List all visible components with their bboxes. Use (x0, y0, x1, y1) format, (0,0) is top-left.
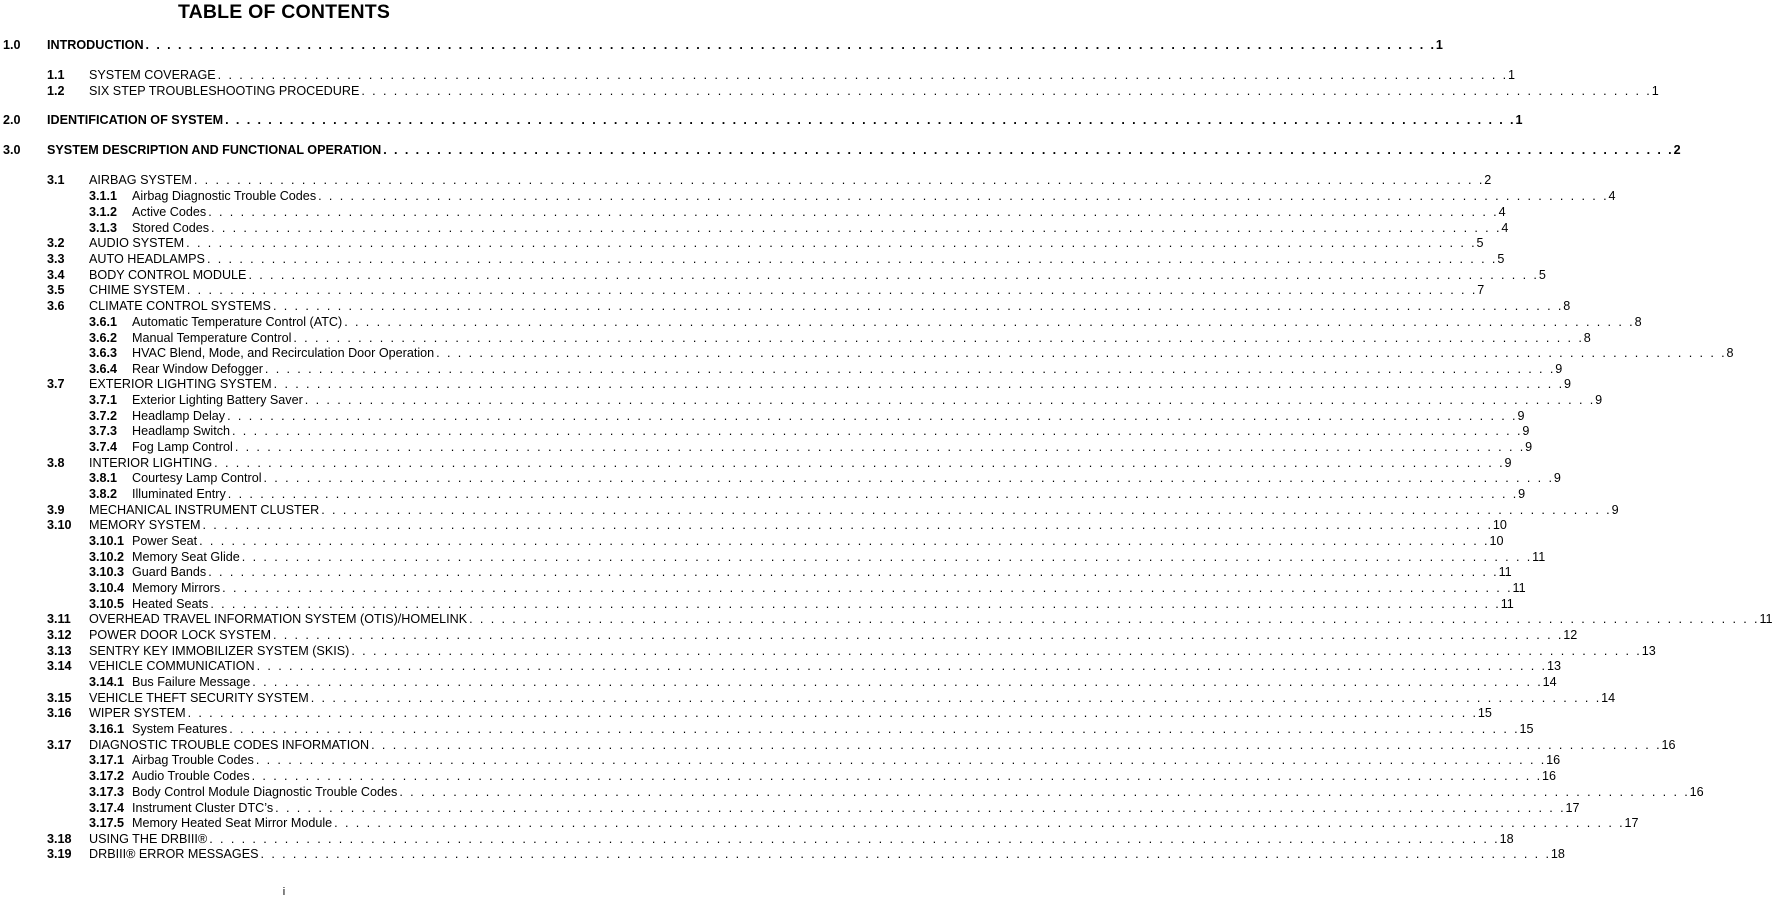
toc-entry-page: 9 (1555, 362, 1563, 376)
toc-entry-title: Automatic Temperature Control (ATC) (132, 315, 343, 329)
toc-entry-title: AIRBAG SYSTEM (89, 173, 192, 187)
toc-entry-number: 1.0 (3, 38, 21, 52)
toc-entry (89, 314, 1642, 330)
toc-entry (47, 705, 1492, 721)
toc-leader-dots: . . . . . . . . . . . . . . . . . . . . . . . . . . . . . . . . . . . . . . . . . . . . . . . . . . . . . . . . . . . . . . . . . . . . . . . . . . . . . . . . . . . . . . . . . . . . . . . . . . . . . . . . . . . . . . . . . . . . . . . . (187, 706, 1478, 720)
toc-entry (3, 142, 1681, 158)
toc-entry-title: Airbag Trouble Codes (132, 753, 254, 767)
toc-entry-page: 1 (1508, 68, 1516, 82)
toc-entry (89, 768, 1556, 784)
toc-entry-number: 3.7.4 (89, 440, 118, 454)
toc-leader-dots: . . . . . . . . . . . . . . . . . . . . . . . . . . . . . . . . . . . . . . . . . . . . . . . . . . . . . . . . . . . . . . . . . . . . . . . . . . . . . . . . . . . . . . . . . . . . . . . . . . . . . . . . . . . . . . . . . . . . . . . . (344, 315, 1635, 329)
toc-entry-number: 3.10.5 (89, 597, 125, 611)
toc-entry-page: 7 (1477, 283, 1485, 297)
toc-entry (3, 37, 1443, 53)
toc-entry (47, 282, 1485, 298)
toc-entry-page: 4 (1498, 205, 1506, 219)
toc-entry-title: Headlamp Switch (132, 424, 230, 438)
toc-leader-dots: . . . . . . . . . . . . . . . . . . . . . . . . . . . . . . . . . . . . . . . . . . . . . . . . . . . . . . . . . . . . . . . . . . . . . . . . . . . . . . . . . . . . . . . . . . . . . . . . . . . . . . . . . . . . . . . . . . . . . . . . (255, 753, 1547, 767)
toc-entry-title: CLIMATE CONTROL SYSTEMS (89, 299, 271, 313)
toc-entry-page: 14 (1601, 691, 1616, 705)
toc-entry-page: 13 (1546, 659, 1561, 673)
toc-entry-number: 3.6.2 (89, 331, 118, 345)
toc-entry-page: 4 (1501, 221, 1509, 235)
toc-leader-dots: . . . . . . . . . . . . . . . . . . . . . . . . . . . . . . . . . . . . . . . . . . . . . . . . . . . . . . . . . . . . . . . . . . . . . . . . . . . . . . . . . . . . . . . . . . . . . . . . . . . . . . . . . . . . . . . . . . . . . . . . (222, 581, 1513, 595)
toc-entry (89, 204, 1506, 220)
toc-entry (47, 737, 1676, 753)
toc-entry-title: USING THE DRBIII® (89, 832, 208, 846)
toc-entry-title: Rear Window Defogger (132, 362, 263, 376)
toc-entry-page: 9 (1504, 456, 1512, 470)
toc-entry-page: 9 (1553, 471, 1561, 485)
toc-entry (47, 67, 1516, 83)
toc-entry (47, 502, 1619, 518)
toc-entry-page: 9 (1518, 487, 1526, 501)
toc-entry-page: 9 (1595, 393, 1603, 407)
toc-entry-page: 11 (1532, 550, 1546, 564)
toc-entry-page: 8 (1726, 346, 1734, 360)
toc-entry-title: Body Control Module Diagnostic Trouble Codes (132, 785, 398, 799)
toc-entry-title: SYSTEM DESCRIPTION AND FUNCTIONAL OPERATION (47, 143, 382, 157)
toc-leader-dots: . . . . . . . . . . . . . . . . . . . . . . . . . . . . . . . . . . . . . . . . . . . . . . . . . . . . . . . . . . . . . . . . . . . . . . . . . . . . . . . . . . . . . . . . . . . . . . . . . . . . . . . . . . . . . . . . . . . . . . . . (232, 424, 1523, 438)
toc-entry-title: Guard Bands (132, 565, 207, 579)
toc-entry (47, 267, 1546, 283)
toc-entry-title: Stored Codes (132, 221, 210, 235)
toc-entry-number: 3.10.1 (89, 534, 125, 548)
toc-entry (47, 690, 1616, 706)
toc-entry-number: 3.7.3 (89, 424, 118, 438)
toc-entry-title: MEMORY SYSTEM (89, 518, 201, 532)
toc-leader-dots: . . . . . . . . . . . . . . . . . . . . . . . . . . . . . . . . . . . . . . . . . . . . . . . . . . . . . . . . . . . . . . . . . . . . . . . . . . . . . . . . . . . . . . . . . . . . . . . . . . . . . . . . . . . . . . . . . . . . . . . . (209, 832, 1500, 846)
toc-entry-number: 3.11 (47, 612, 71, 626)
toc-entry-number: 3.15 (47, 691, 72, 705)
toc-entry-page: 13 (1641, 644, 1656, 658)
toc-entry-title: SYSTEM COVERAGE (89, 68, 216, 82)
toc-leader-dots: . . . . . . . . . . . . . . . . . . . . . . . . . . . . . . . . . . . . . . . . . . . . . . . . . . . . . . . . . . . . . . . . . . . . . . . . . . . . . . . . . . . . . . . . . . . . . . . . . . . . . . . . . . . . . . . . . . . . . . . . (229, 722, 1520, 736)
toc-entry-page: 11 (1500, 597, 1514, 611)
toc-entry (47, 627, 1578, 643)
toc-entry (47, 455, 1512, 471)
toc-entry (47, 251, 1505, 267)
toc-entry-number: 1.2 (47, 84, 65, 98)
toc-entry-page: 18 (1550, 847, 1565, 861)
toc-entry-number: 3.10 (47, 518, 72, 532)
toc-entry-number: 3.6.1 (89, 315, 118, 329)
toc-entry-title: Courtesy Lamp Control (132, 471, 262, 485)
toc-leader-dots: . . . . . . . . . . . . . . . . . . . . . . . . . . . . . . . . . . . . . . . . . . . . . . . . . . . . . . . . . . . . . . . . . . . . . . . . . . . . . . . . . . . . . . . . . . . . . . . . . . . . . . . . . . . . . . . . . . . . . . . . (260, 847, 1551, 861)
toc-entry (89, 361, 1563, 377)
toc-entry-title: HVAC Blend, Mode, and Recirculation Door Operation (132, 346, 435, 360)
toc-entry-page: 18 (1499, 832, 1514, 846)
toc-leader-dots: . . . . . . . . . . . . . . . . . . . . . . . . . . . . . . . . . . . . . . . . . . . . . . . . . . . . . . . . . . . . . . . . . . . . . . . . . . . . . . . . . . . . . . . . . . . . . . . . . . . . . . . . . . . . . . . . . . . . . . . . (208, 205, 1499, 219)
toc-entry-page: 17 (1565, 801, 1580, 815)
toc-entry (47, 517, 1507, 533)
toc-entry-number: 3.4 (47, 268, 65, 282)
toc-entry-title: INTRODUCTION (47, 38, 144, 52)
toc-entry-page: 4 (1608, 189, 1616, 203)
toc-entry-number: 3.8 (47, 456, 65, 470)
toc-entry-page: 16 (1546, 753, 1561, 767)
toc-leader-dots: . . . . . . . . . . . . . . . . . . . . . . . . . . . . . . . . . . . . . . . . . . . . . . . . . . . . . . . . . . . . . . . . . . . . . . . . . . . . . . . . . . . . . . . . . . . . . . . . . . . . . . . . . . . . . . . . . . . . . . . . (272, 628, 1564, 642)
toc-leader-dots: . . . . . . . . . . . . . . . . . . . . . . . . . . . . . . . . . . . . . . . . . . . . . . . . . . . . . . . . . . . . . . . . . . . . . . . . . . . . . . . . . . . . . . . . . . . . . . . . . . . . . . . . . . . . . . . . . . . . . . . . (334, 816, 1625, 830)
toc-entry-page: 11 (1498, 565, 1512, 579)
toc-entry-number: 3.13 (47, 644, 72, 658)
toc-entry (89, 564, 1512, 580)
toc-entry-number: 3.12 (47, 628, 72, 642)
toc-entry (89, 580, 1526, 596)
toc-leader-dots: . . . . . . . . . . . . . . . . . . . . . . . . . . . . . . . . . . . . . . . . . . . . . . . . . . . . . . . . . . . . . . . . . . . . . . . . . . . . . . . . . . . . . . . . . . . . . . . . . . . . . . . . . . . . . . . . . . . . . . . . (273, 377, 1564, 391)
toc-entry-number: 3.16.1 (89, 722, 125, 736)
toc-entry-title: Airbag Diagnostic Trouble Codes (132, 189, 317, 203)
toc-entry (3, 112, 1523, 128)
toc-leader-dots: . . . . . . . . . . . . . . . . . . . . . . . . . . . . . . . . . . . . . . . . . . . . . . . . . . . . . . . . . . . . . . . . . . . . . . . . . . . . . . . . . . . . . . . . . . . . . . . . . . . . . . . . . . . . . . . . . . . . . . . . (252, 675, 1543, 689)
toc-entry-number: 3.6.4 (89, 362, 118, 376)
toc-entry-title: DRBIII® ERROR MESSAGES (89, 847, 259, 861)
toc-leader-dots: . . . . . . . . . . . . . . . . . . . . . . . . . . . . . . . . . . . . . . . . . . . . . . . . . . . . . . . . . . . . . . . . . . . . . . . . . . . . . . . . . . . . . . . . . . . . . . . . . . . . . . . . . . . . . . . . . . . . . . . . (211, 221, 1502, 235)
toc-entry-page: 17 (1624, 816, 1639, 830)
toc-entry-page: 1 (1435, 38, 1443, 52)
toc-entry-number: 3.0 (3, 143, 21, 157)
toc-entry-page: 8 (1563, 299, 1571, 313)
toc-entry-page: 15 (1519, 722, 1534, 736)
toc-entry (89, 486, 1526, 502)
toc-entry-title: System Features (132, 722, 228, 736)
toc-entry-number: 3.17 (47, 738, 72, 752)
toc-entry-number: 3.10.3 (89, 565, 125, 579)
toc-entry-number: 3.17.2 (89, 769, 125, 783)
toc-entry (47, 83, 1659, 99)
toc-entry-title: Manual Temperature Control (132, 331, 292, 345)
toc-entry-page: 2 (1673, 143, 1681, 157)
toc-entry-number: 3.3 (47, 252, 65, 266)
toc-leader-dots: . . . . . . . . . . . . . . . . . . . . . . . . . . . . . . . . . . . . . . . . . . . . . . . . . . . . . . . . . . . . . . . . . . . . . . . . . . . . . . . . . . . . . . . . . . . . . . . . . . . . . . . . . . . . . . . . . . . . . . . . (310, 691, 1602, 705)
toc-leader-dots: . . . . . . . . . . . . . . . . . . . . . . . . . . . . . . . . . . . . . . . . . . . . . . . . . . . . . . . . . . . . . . . . . . . . . . . . . . . . . . . . . . . . . . . . . . . . . . . . . . . . . . . . . . . . . . . . . . . . . . . . (275, 801, 1566, 815)
toc-entry (89, 549, 1546, 565)
toc-entry (47, 611, 1773, 627)
toc-entry-page: 16 (1541, 769, 1556, 783)
toc-entry-title: Audio Trouble Codes (132, 769, 250, 783)
toc-leader-dots: . . . . . . . . . . . . . . . . . . . . . . . . . . . . . . . . . . . . . . . . . . . . . . . . . . . . . . . . . . . . . . . . . . . . . . . . . . . . . . . . . . . . . . . . . . . . . . . . . . . . . . . . . . . . . . . . . . . . . . . . (210, 597, 1501, 611)
toc-entry (47, 831, 1514, 847)
toc-entry-number: 3.14.1 (89, 675, 125, 689)
toc-entry-page: 5 (1538, 268, 1546, 282)
toc-entry (47, 298, 1571, 314)
toc-leader-dots: . . . . . . . . . . . . . . . . . . . . . . . . . . . . . . . . . . . . . . . . . . . . . . . . . . . . . . . . . . . . . . . . . . . . . . . . . . . . . . . . . . . . . . . . . . . . . . . . . . . . . . . . . . . . . . . . . . . . . . . . (227, 409, 1518, 423)
toc-leader-dots: . . . . . . . . . . . . . . . . . . . . . . . . . . . . . . . . . . . . . . . . . . . . . . . . . . . . . . . . . . . . . . . . . . . . . . . . . . . . . . . . . . . . . . . . . . . . . . . . . . . . . . . . . . . . . . . . . . . . . . . . (272, 299, 1564, 313)
toc-entry-page: 9 (1517, 409, 1525, 423)
toc-entry-title: CHIME SYSTEM (89, 283, 185, 297)
toc-entry-number: 3.1.2 (89, 205, 118, 219)
toc-entry-title: Memory Heated Seat Mirror Module (132, 816, 333, 830)
toc-leader-dots: . . . . . . . . . . . . . . . . . . . . . . . . . . . . . . . . . . . . . . . . . . . . . . . . . . . . . . . . . . . . . . . . . . . . . . . . . . . . . . . . . . . . . . . . . . . . . . . . . . . . . . . . . . . . . . . . . . . . . . . . (293, 331, 1584, 345)
toc-entry-number: 3.10.4 (89, 581, 125, 595)
toc-entry-title: BODY CONTROL MODULE (89, 268, 247, 282)
toc-leader-dots: . . . . . . . . . . . . . . . . . . . . . . . . . . . . . . . . . . . . . . . . . . . . . . . . . . . . . . . . . . . . . . . . . . . . . . . . . . . . . . . . . . . . . . . . . . . . . . . . . . . . . . . . . . . . . . . . . . . . . . . . (227, 487, 1519, 501)
toc-entry (89, 533, 1504, 549)
toc-entry-number: 3.2 (47, 236, 65, 250)
toc-entry (47, 846, 1565, 862)
toc-entry-page: 16 (1689, 785, 1704, 799)
toc-entry-number: 3.9 (47, 503, 65, 517)
page-title: TABLE OF CONTENTS (177, 1, 391, 23)
toc-leader-dots: . . . . . . . . . . . . . . . . . . . . . . . . . . . . . . . . . . . . . . . . . . . . . . . . . . . . . . . . . . . . . . . . . . . . . . . . . . . . . . . . . . . . . . . . . . . . . . . . . . . . . . . . . . . . . . . . . . . . . . . . (208, 565, 1499, 579)
toc-entry-page: 9 (1525, 440, 1533, 454)
toc-entry-title: Exterior Lighting Battery Saver (132, 393, 303, 407)
toc-leader-dots: . . . . . . . . . . . . . . . . . . . . . . . . . . . . . . . . . . . . . . . . . . . . . . . . . . . . . . . . . . . . . . . . . . . . . . . . . . . . . . . . . . . . . . . . . . . . . . . . . . . . . . . . . . . . . . . . . . . . . . . . (241, 550, 1533, 564)
toc-entry-number: 3.6 (47, 299, 65, 313)
toc-leader-dots: . . . . . . . . . . . . . . . . . . . . . . . . . . . . . . . . . . . . . . . . . . . . . . . . . . . . . . . . . . . . . . . . . . . . . . . . . . . . . . . . . . . . . . . . . . . . . . . . . . . . . . . . . . . . . . . . . . . . . . . . (145, 38, 1436, 52)
toc-entry-title: Heated Seats (132, 597, 209, 611)
toc-leader-dots: . . . . . . . . . . . . . . . . . . . . . . . . . . . . . . . . . . . . . . . . . . . . . . . . . . . . . . . . . . . . . . . . . . . . . . . . . . . . . . . . . . . . . . . . . . . . . . . . . . . . . . . . . . . . . . . . . . . . . . . . (186, 283, 1478, 297)
toc-entry-title: OVERHEAD TRAVEL INFORMATION SYSTEM (OTIS)/HOMELINK (89, 612, 468, 626)
toc-entry (47, 658, 1561, 674)
toc-entry-page: 5 (1497, 252, 1505, 266)
toc-entry-page: 11 (1759, 612, 1773, 626)
toc-entry (89, 188, 1616, 204)
toc-entry-page: 8 (1634, 315, 1642, 329)
toc-entry (89, 721, 1534, 737)
toc-entry (89, 439, 1533, 455)
toc-entry-number: 3.1.1 (89, 189, 118, 203)
toc-leader-dots: . . . . . . . . . . . . . . . . . . . . . . . . . . . . . . . . . . . . . . . . . . . . . . . . . . . . . . . . . . . . . . . . . . . . . . . . . . . . . . . . . . . . . . . . . . . . . . . . . . . . . . . . . . . . . . . . . . . . . . . . (383, 143, 1674, 157)
toc-entry-page: 11 (1512, 581, 1526, 595)
toc-entry (47, 376, 1572, 392)
toc-leader-dots: . . . . . . . . . . . . . . . . . . . . . . . . . . . . . . . . . . . . . . . . . . . . . . . . . . . . . . . . . . . . . . . . . . . . . . . . . . . . . . . . . . . . . . . . . . . . . . . . . . . . . . . . . . . . . . . . . . . . . . . . (248, 268, 1539, 282)
toc-leader-dots: . . . . . . . . . . . . . . . . . . . . . . . . . . . . . . . . . . . . . . . . . . . . . . . . . . . . . . . . . . . . . . . . . . . . . . . . . . . . . . . . . . . . . . . . . . . . . . . . . . . . . . . . . . . . . . . . . . . . . . . . (199, 534, 1490, 548)
toc-entry (89, 330, 1591, 346)
toc-leader-dots: . . . . . . . . . . . . . . . . . . . . . . . . . . . . . . . . . . . . . . . . . . . . . . . . . . . . . . . . . . . . . . . . . . . . . . . . . . . . . . . . . . . . . . . . . . . . . . . . . . . . . . . . . . . . . . . . . . . . . . . . (206, 252, 1498, 266)
toc-entry-number: 3.17.5 (89, 816, 125, 830)
toc-entry-title: VEHICLE COMMUNICATION (89, 659, 255, 673)
toc-entry (89, 408, 1525, 424)
toc-entry-page: 9 (1522, 424, 1530, 438)
toc-entry-page: 12 (1563, 628, 1578, 642)
toc-entry-title: VEHICLE THEFT SECURITY SYSTEM (89, 691, 309, 705)
toc-entry-title: Memory Mirrors (132, 581, 221, 595)
toc-entry-number: 3.10.2 (89, 550, 125, 564)
toc-leader-dots: . . . . . . . . . . . . . . . . . . . . . . . . . . . . . . . . . . . . . . . . . . . . . . . . . . . . . . . . . . . . . . . . . . . . . . . . . . . . . . . . . . . . . . . . . . . . . . . . . . . . . . . . . . . . . . . . . . . . . . . . (217, 68, 1509, 82)
toc-leader-dots: . . . . . . . . . . . . . . . . . . . . . . . . . . . . . . . . . . . . . . . . . . . . . . . . . . . . . . . . . . . . . . . . . . . . . . . . . . . . . . . . . . . . . . . . . . . . . . . . . . . . . . . . . . . . . . . . . . . . . . . . (304, 393, 1596, 407)
toc-entry-title: Bus Failure Message (132, 675, 251, 689)
toc-entry-title: WIPER SYSTEM (89, 706, 186, 720)
toc-leader-dots: . . . . . . . . . . . . . . . . . . . . . . . . . . . . . . . . . . . . . . . . . . . . . . . . . . . . . . . . . . . . . . . . . . . . . . . . . . . . . . . . . . . . . . . . . . . . . . . . . . . . . . . . . . . . . . . . . . . . . . . . (361, 84, 1652, 98)
toc-entry-title: IDENTIFICATION OF SYSTEM (47, 113, 224, 127)
toc-entry-number: 2.0 (3, 113, 21, 127)
toc-leader-dots: . . . . . . . . . . . . . . . . . . . . . . . . . . . . . . . . . . . . . . . . . . . . . . . . . . . . . . . . . . . . . . . . . . . . . . . . . . . . . . . . . . . . . . . . . . . . . . . . . . . . . . . . . . . . . . . . . . . . . . . . (256, 659, 1547, 673)
toc-entry (89, 674, 1557, 690)
toc-entry-page: 9 (1564, 377, 1572, 391)
toc-entry (89, 345, 1734, 361)
toc-leader-dots: . . . . . . . . . . . . . . . . . . . . . . . . . . . . . . . . . . . . . . . . . . . . . . . . . . . . . . . . . . . . . . . . . . . . . . . . . . . . . . . . . . . . . . . . . . . . . . . . . . . . . . . . . . . . . . . . . . . . . . . . (469, 612, 1760, 626)
toc-entry-number: 3.14 (47, 659, 72, 673)
toc-entry-number: 3.17.3 (89, 785, 125, 799)
toc-entry-title: Active Codes (132, 205, 207, 219)
toc-entry (89, 596, 1514, 612)
toc-entry-page: 15 (1477, 706, 1492, 720)
toc-entry-page: 10 (1489, 534, 1504, 548)
toc-entry-number: 3.18 (47, 832, 72, 846)
toc-leader-dots: . . . . . . . . . . . . . . . . . . . . . . . . . . . . . . . . . . . . . . . . . . . . . . . . . . . . . . . . . . . . . . . . . . . . . . . . . . . . . . . . . . . . . . . . . . . . . . . . . . . . . . . . . . . . . . . . . . . . . . . . (371, 738, 1662, 752)
toc-entry-page: 1 (1515, 113, 1523, 127)
toc-entry-number: 3.17.1 (89, 753, 125, 767)
toc-entry-number: 3.8.1 (89, 471, 118, 485)
toc-leader-dots: . . . . . . . . . . . . . . . . . . . . . . . . . . . . . . . . . . . . . . . . . . . . . . . . . . . . . . . . . . . . . . . . . . . . . . . . . . . . . . . . . . . . . . . . . . . . . . . . . . . . . . . . . . . . . . . . . . . . . . . . (251, 769, 1542, 783)
toc-entry-title: INTERIOR LIGHTING (89, 456, 213, 470)
toc-entry-title: AUTO HEADLAMPS (89, 252, 205, 266)
toc-entry-number: 3.16 (47, 706, 72, 720)
toc-entry-title: POWER DOOR LOCK SYSTEM (89, 628, 271, 642)
toc-entry-number: 3.19 (47, 847, 72, 861)
toc-entry-title: Headlamp Delay (132, 409, 226, 423)
toc-leader-dots: . . . . . . . . . . . . . . . . . . . . . . . . . . . . . . . . . . . . . . . . . . . . . . . . . . . . . . . . . . . . . . . . . . . . . . . . . . . . . . . . . . . . . . . . . . . . . . . . . . . . . . . . . . . . . . . . . . . . . . . . (263, 471, 1554, 485)
toc-entry-page: 10 (1492, 518, 1507, 532)
toc-entry-page: 14 (1542, 675, 1557, 689)
toc-leader-dots: . . . . . . . . . . . . . . . . . . . . . . . . . . . . . . . . . . . . . . . . . . . . . . . . . . . . . . . . . . . . . . . . . . . . . . . . . . . . . . . . . . . . . . . . . . . . . . . . . . . . . . . . . . . . . . . . . . . . . . . . (186, 236, 1477, 250)
toc-leader-dots: . . . . . . . . . . . . . . . . . . . . . . . . . . . . . . . . . . . . . . . . . . . . . . . . . . . . . . . . . . . . . . . . . . . . . . . . . . . . . . . . . . . . . . . . . . . . . . . . . . . . . . . . . . . . . . . . . . . . . . . . (193, 173, 1485, 187)
toc-entry-title: SENTRY KEY IMMOBILIZER SYSTEM (SKIS) (89, 644, 350, 658)
toc-entry-title: DIAGNOSTIC TROUBLE CODES INFORMATION (89, 738, 370, 752)
toc-entry (89, 470, 1561, 486)
toc-leader-dots: . . . . . . . . . . . . . . . . . . . . . . . . . . . . . . . . . . . . . . . . . . . . . . . . . . . . . . . . . . . . . . . . . . . . . . . . . . . . . . . . . . . . . . . . . . . . . . . . . . . . . . . . . . . . . . . . . . . . . . . . (318, 189, 1609, 203)
toc-entry (47, 235, 1484, 251)
toc-entry (89, 423, 1530, 439)
toc-entry-title: Illuminated Entry (132, 487, 226, 501)
toc-entry-number: 3.17.4 (89, 801, 125, 815)
toc-entry-number: 3.6.3 (89, 346, 118, 360)
page-number: i (282, 886, 286, 898)
toc-entry-number: 3.7 (47, 377, 65, 391)
toc-entry (47, 643, 1656, 659)
toc-leader-dots: . . . . . . . . . . . . . . . . . . . . . . . . . . . . . . . . . . . . . . . . . . . . . . . . . . . . . . . . . . . . . . . . . . . . . . . . . . . . . . . . . . . . . . . . . . . . . . . . . . . . . . . . . . . . . . . . . . . . . . . . (234, 440, 1526, 454)
toc-entry (89, 220, 1509, 236)
toc-entry-title: Instrument Cluster DTC’s (132, 801, 274, 815)
toc-entry-page: 5 (1476, 236, 1484, 250)
toc-entry-page: 16 (1661, 738, 1676, 752)
toc-entry-page: 9 (1611, 503, 1619, 517)
toc-entry-number: 3.7.2 (89, 409, 118, 423)
toc-leader-dots: . . . . . . . . . . . . . . . . . . . . . . . . . . . . . . . . . . . . . . . . . . . . . . . . . . . . . . . . . . . . . . . . . . . . . . . . . . . . . . . . . . . . . . . . . . . . . . . . . . . . . . . . . . . . . . . . . . . . . . . . (436, 346, 1727, 360)
toc-entry (89, 752, 1561, 768)
toc-entry-number: 1.1 (47, 68, 65, 82)
toc-entry-title: EXTERIOR LIGHTING SYSTEM (89, 377, 272, 391)
toc-entry-title: Power Seat (132, 534, 198, 548)
toc-entry-number: 3.1.3 (89, 221, 118, 235)
toc-entry (89, 392, 1603, 408)
toc-entry-number: 3.8.2 (89, 487, 118, 501)
toc-entry-page: 8 (1583, 331, 1591, 345)
toc-entry-page: 1 (1651, 84, 1659, 98)
toc-entry-title: Fog Lamp Control (132, 440, 233, 454)
toc-entry (89, 784, 1704, 800)
toc-entry (89, 800, 1580, 816)
toc-entry-title: SIX STEP TROUBLESHOOTING PROCEDURE (89, 84, 360, 98)
toc-entry-page: 2 (1484, 173, 1492, 187)
toc-leader-dots: . . . . . . . . . . . . . . . . . . . . . . . . . . . . . . . . . . . . . . . . . . . . . . . . . . . . . . . . . . . . . . . . . . . . . . . . . . . . . . . . . . . . . . . . . . . . . . . . . . . . . . . . . . . . . . . . . . . . . . . . (321, 503, 1612, 517)
toc-entry (47, 172, 1492, 188)
toc-leader-dots: . . . . . . . . . . . . . . . . . . . . . . . . . . . . . . . . . . . . . . . . . . . . . . . . . . . . . . . . . . . . . . . . . . . . . . . . . . . . . . . . . . . . . . . . . . . . . . . . . . . . . . . . . . . . . . . . . . . . . . . . (202, 518, 1493, 532)
toc-leader-dots: . . . . . . . . . . . . . . . . . . . . . . . . . . . . . . . . . . . . . . . . . . . . . . . . . . . . . . . . . . . . . . . . . . . . . . . . . . . . . . . . . . . . . . . . . . . . . . . . . . . . . . . . . . . . . . . . . . . . . . . . (351, 644, 1642, 658)
toc-entry-number: 3.1 (47, 173, 65, 187)
toc-leader-dots: . . . . . . . . . . . . . . . . . . . . . . . . . . . . . . . . . . . . . . . . . . . . . . . . . . . . . . . . . . . . . . . . . . . . . . . . . . . . . . . . . . . . . . . . . . . . . . . . . . . . . . . . . . . . . . . . . . . . . . . . (214, 456, 1505, 470)
toc-entry (89, 815, 1639, 831)
toc-leader-dots: . . . . . . . . . . . . . . . . . . . . . . . . . . . . . . . . . . . . . . . . . . . . . . . . . . . . . . . . . . . . . . . . . . . . . . . . . . . . . . . . . . . . . . . . . . . . . . . . . . . . . . . . . . . . . . . . . . . . . . . . (264, 362, 1556, 376)
toc-entry-title: Memory Seat Glide (132, 550, 240, 564)
toc-entry-title: AUDIO SYSTEM (89, 236, 185, 250)
toc-entry-number: 3.7.1 (89, 393, 118, 407)
toc-entry-number: 3.5 (47, 283, 65, 297)
toc-leader-dots: . . . . . . . . . . . . . . . . . . . . . . . . . . . . . . . . . . . . . . . . . . . . . . . . . . . . . . . . . . . . . . . . . . . . . . . . . . . . . . . . . . . . . . . . . . . . . . . . . . . . . . . . . . . . . . . . . . . . . . . . (399, 785, 1690, 799)
toc-leader-dots: . . . . . . . . . . . . . . . . . . . . . . . . . . . . . . . . . . . . . . . . . . . . . . . . . . . . . . . . . . . . . . . . . . . . . . . . . . . . . . . . . . . . . . . . . . . . . . . . . . . . . . . . . . . . . . . . . . . . . . . . (225, 113, 1516, 127)
toc-entry-title: MECHANICAL INSTRUMENT CLUSTER (89, 503, 320, 517)
